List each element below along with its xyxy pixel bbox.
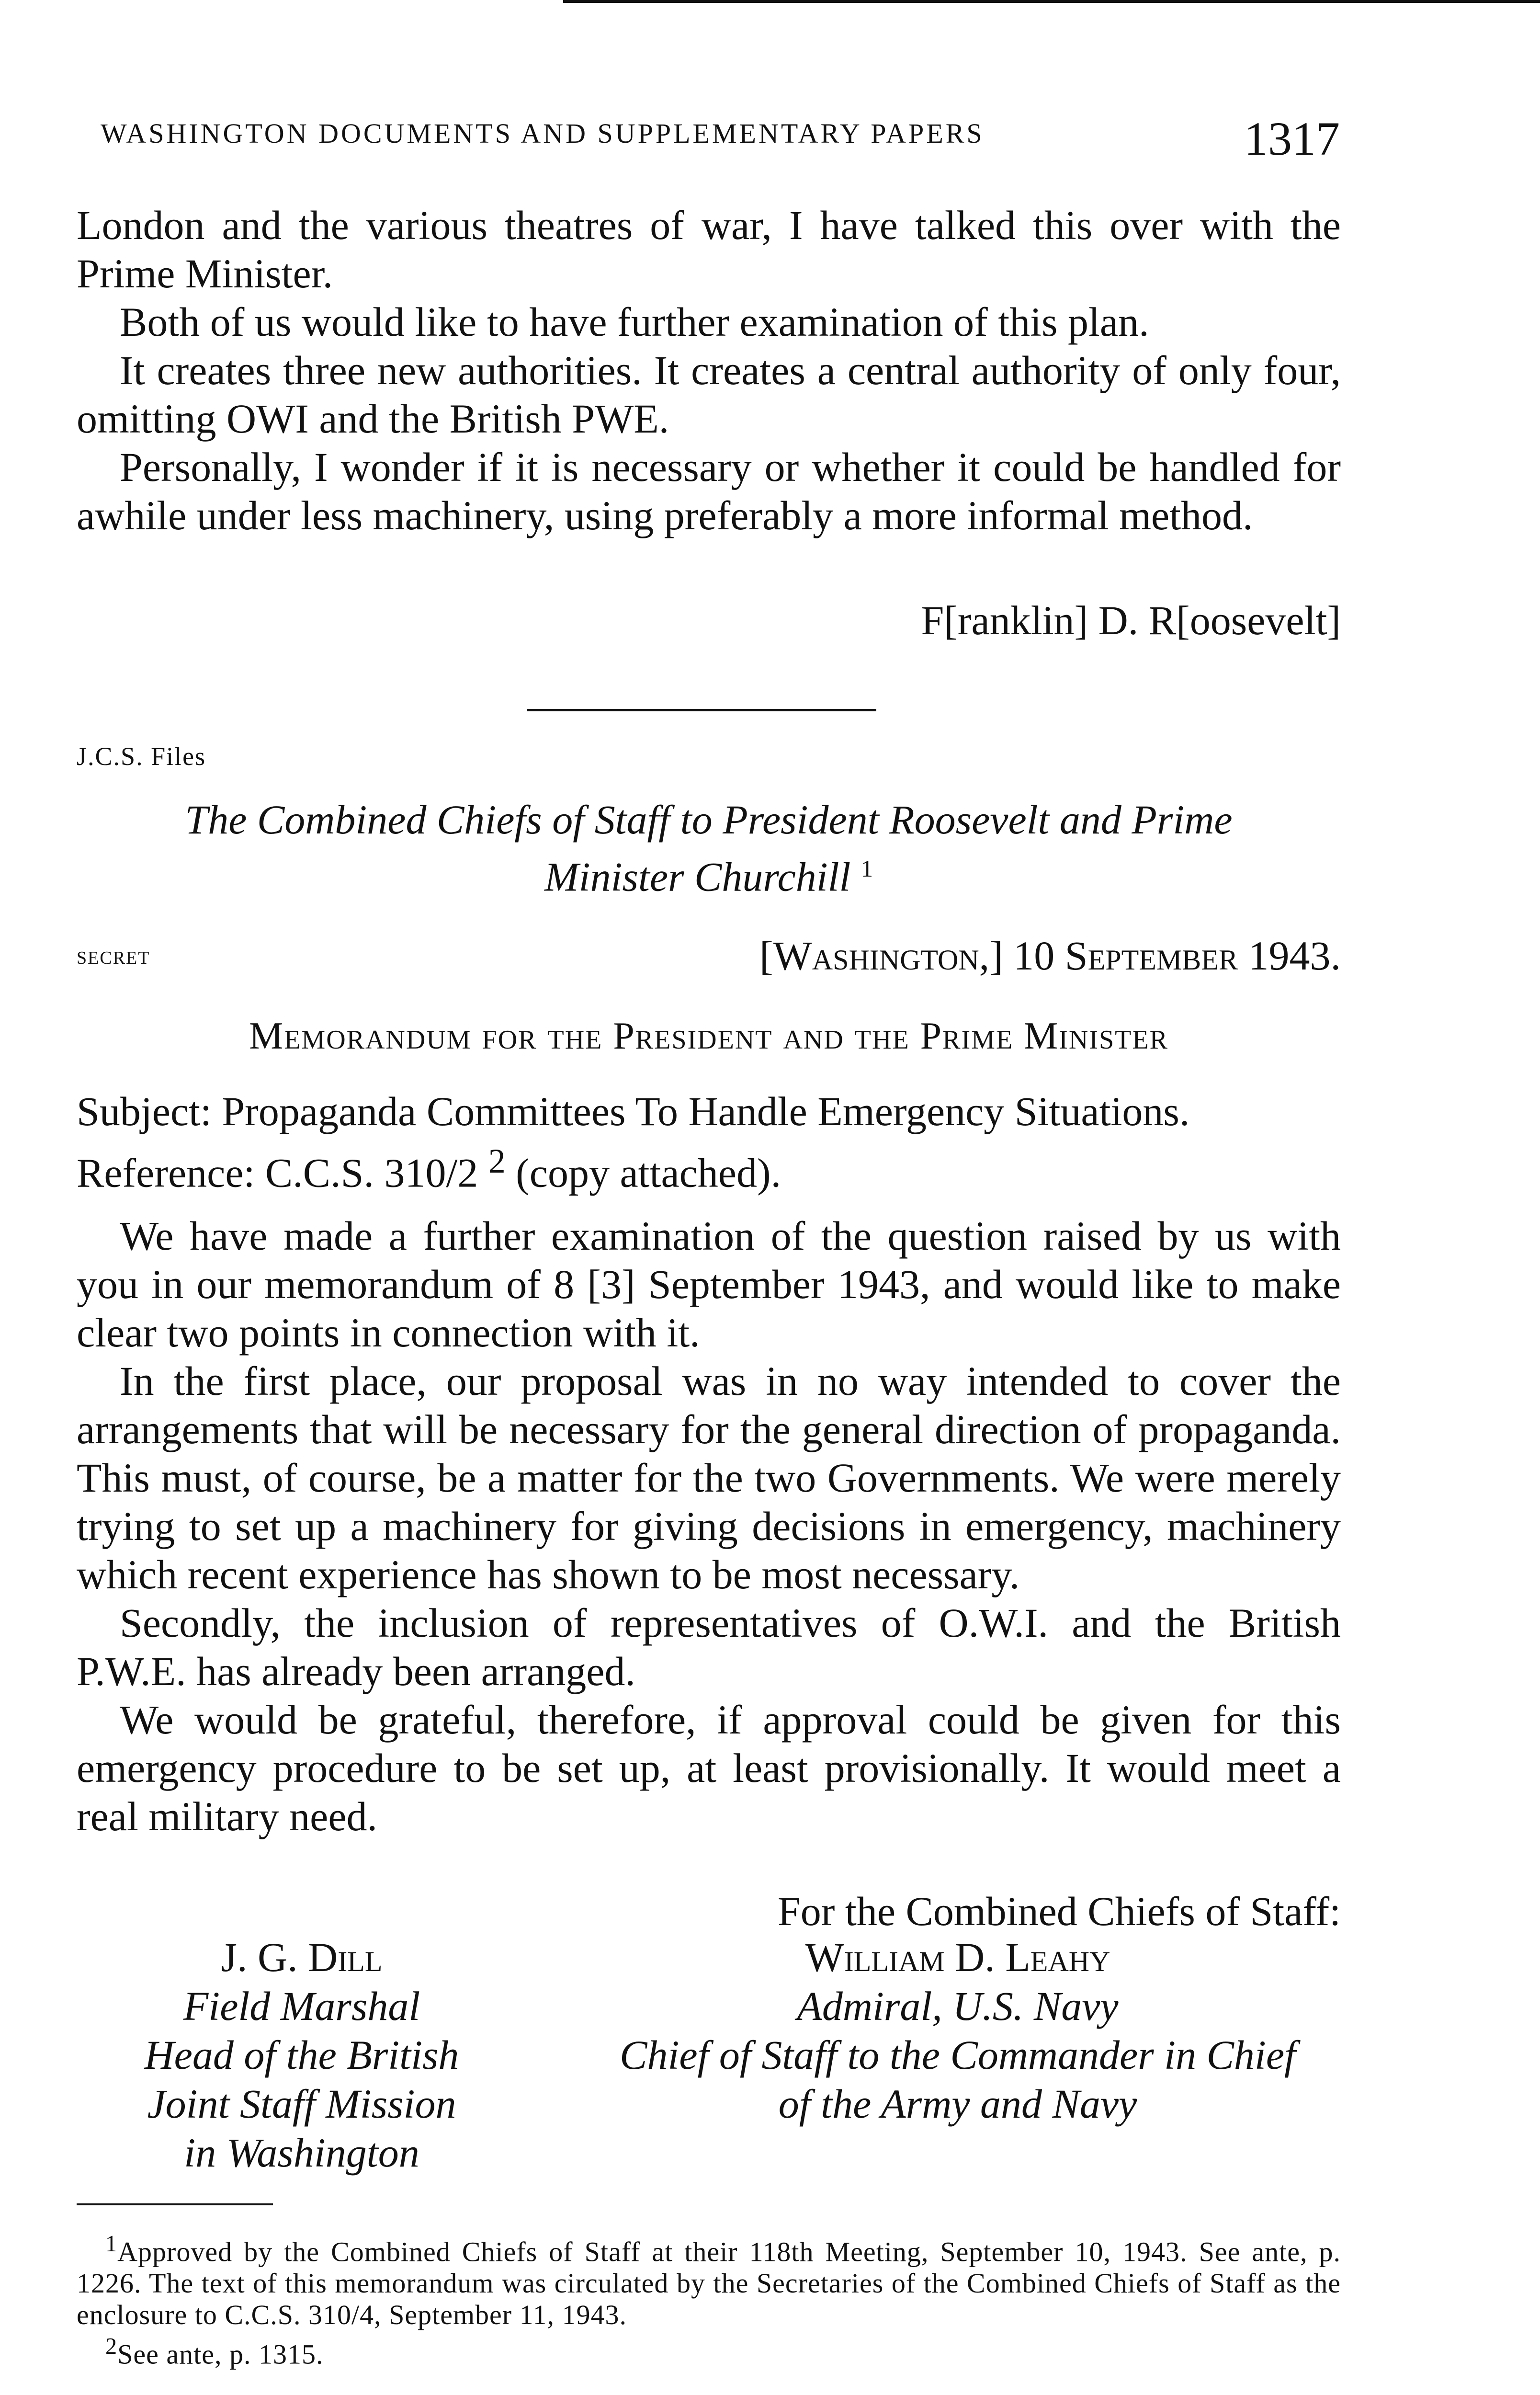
memo-paragraph: Secondly, the inclusion of representatives of O.W.I. and the British P.W.E. has already been arranged. — [77, 1600, 1341, 1694]
letter-paragraph: Both of us would like to have further examination of this plan. — [120, 299, 1149, 345]
memo-heading: Memorandum for the President and the Prime Minister — [249, 1015, 1168, 1057]
signer-title-line: Field Marshal — [183, 1983, 420, 2029]
footnote-ref: 2 — [488, 1142, 506, 1180]
page-number: 1317 — [1244, 112, 1340, 165]
signer-title-line: of the Army and Navy — [778, 2081, 1137, 2127]
classification: secret — [77, 941, 150, 969]
footnote-ref: 1 — [861, 855, 873, 882]
subject-block — [77, 1086, 1341, 1198]
letter-paragraph: It creates three new authorities. It creates a central authority of only four, omitting OWI and the British PWE. — [77, 347, 1341, 442]
footnote-mark: 1 — [105, 2231, 118, 2257]
memo-paragraph: In the first place, our proposal was in no way intended to cover the arrangements that will be necessary for the general direction of propaganda. This must, of course, be a matter for the two Governments. We were merely trying to set up a machinery for giving decisions in emergency, machinery which recent experience has shown to be most necessary. — [77, 1358, 1341, 1597]
letter-paragraph: London and the various theatres of war, I have talked this over with the Prime Minister. — [77, 202, 1341, 297]
closing-line: For the Combined Chiefs of Staff: — [777, 1888, 1341, 1934]
memo-body — [77, 1212, 1341, 1841]
reference-line — [77, 1136, 1341, 1198]
footnote-text: Approved by the Combined Chiefs of Staff at their 118th Meeting, September 10, 1943. See ante, p. 1226. The text of this memorandum was circulated by the Secretaries of the Combined Chiefs of Staff as the enclosure to C.C.S. 310/4, September 11, 1943. — [77, 2236, 1341, 2331]
footnote — [77, 2228, 1341, 2331]
signer-title-line: Admiral, U.S. Navy — [797, 1983, 1119, 2029]
title-line-2 — [77, 844, 1341, 901]
signer-title-line: Head of the British — [144, 2032, 459, 2078]
signer-title-line: in Washington — [184, 2130, 419, 2176]
document-source: J.C.S. Files — [77, 742, 206, 771]
letter-signature: F[ranklin] D. R[oosevelt] — [921, 597, 1341, 643]
footnote-rule — [77, 2203, 273, 2205]
signer-name: William D. Leahy — [805, 1934, 1110, 1980]
memo-paragraph: We have made a further examination of the question raised by us with you in our memorandum of 8 [3] September 1943, and would like to make clear two points in connection with it. — [77, 1213, 1341, 1356]
title-line-2-text: Minister Churchill — [544, 854, 851, 900]
title-line-1: The Combined Chiefs of Staff to President Roosevelt and Prime — [185, 797, 1233, 843]
footnote-mark: 2 — [105, 2334, 118, 2360]
reference-text: Reference: C.C.S. 310/2 — [77, 1150, 478, 1196]
memo-paragraph: We would be grateful, therefore, if approval could be given for this emergency procedure to be set up, at least provisionally. It would meet a real military need. — [77, 1697, 1341, 1839]
document-title — [77, 795, 1341, 901]
signer-left — [105, 1933, 498, 2177]
reference-suffix: (copy attached). — [516, 1150, 781, 1196]
footnote-text: See ante, p. 1315. — [117, 2338, 324, 2370]
signer-right — [560, 1933, 1355, 2128]
section-divider — [527, 709, 876, 711]
footnote — [77, 2331, 1341, 2370]
dateline: [Washington,] 10 September 1943. — [759, 933, 1341, 979]
letter-body — [77, 201, 1341, 540]
top-rule — [563, 0, 1540, 3]
subject-line: Subject: Propaganda Committees To Handle Emergency Situations. — [77, 1088, 1190, 1134]
signer-name: J. G. Dill — [221, 1934, 383, 1980]
signer-title-line: Chief of Staff to the Commander in Chief — [620, 2032, 1296, 2078]
signer-title-line: Joint Staff Mission — [147, 2081, 456, 2127]
letter-paragraph: Personally, I wonder if it is necessary or whether it could be handled for awhile under less machinery, using preferably a more informal method. — [77, 444, 1341, 538]
footnotes — [77, 2228, 1341, 2371]
running-head: WASHINGTON DOCUMENTS AND SUPPLEMENTARY PAPERS — [101, 118, 985, 149]
